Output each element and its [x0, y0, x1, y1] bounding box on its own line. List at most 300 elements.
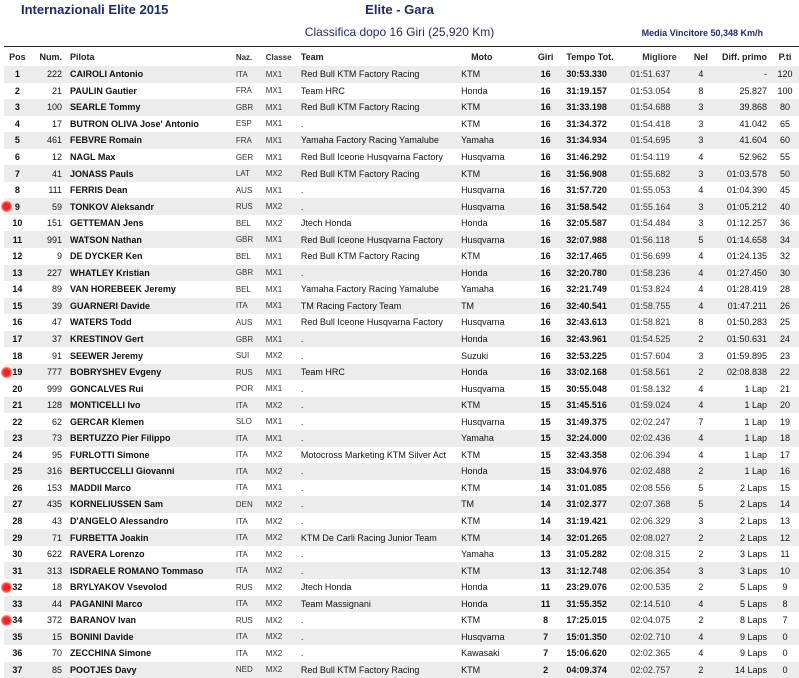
pilot-cell: VAN HOREBEEK Jeremy [70, 281, 236, 298]
col-header-nat: Naz. [235, 52, 253, 62]
highlight-marker [1, 367, 12, 378]
best-time-cell: 01:58.755 [626, 298, 688, 315]
team-cell: . [301, 397, 461, 414]
team-cell: . [301, 182, 461, 199]
points-cell: 55 [771, 149, 799, 166]
number-cell: 43 [31, 513, 70, 530]
best-time-cell: 01:54.418 [626, 116, 688, 133]
points-cell: 13 [771, 513, 799, 530]
number-cell: 128 [31, 397, 70, 414]
best-lap-cell: 4 [689, 596, 714, 613]
gap-cell: 01:05.212 [713, 198, 771, 215]
pilot-cell: FERRIS Dean [70, 182, 236, 199]
class-cell: MX1 [260, 248, 301, 265]
pos-cell: 21 [4, 397, 31, 414]
class-cell: MX1 [260, 480, 301, 497]
moto-cell: Husqvarna [461, 182, 531, 199]
best-time-cell: 02:02.247 [626, 413, 688, 430]
pilot-cell: NAGL Max [70, 149, 236, 166]
best-lap-cell: 4 [689, 629, 714, 646]
points-cell: 0 [771, 629, 799, 646]
points-cell: 10 [771, 562, 799, 579]
gap-cell: 1 Lap [713, 413, 771, 430]
nationality-cell: RUS [236, 579, 260, 596]
nationality-cell: ITA [236, 298, 260, 315]
best-time-cell: 01:54.688 [626, 99, 688, 116]
team-cell: . [301, 198, 461, 215]
best-lap-cell: 5 [689, 496, 714, 513]
team-cell: Red Bull Iceone Husqvarna Factory [301, 231, 461, 248]
best-time-cell: 01:55.164 [626, 198, 688, 215]
best-lap-cell: 3 [689, 347, 714, 364]
class-cell: MX1 [260, 182, 301, 199]
laps-cell: 15 [531, 430, 561, 447]
best-lap-cell: 4 [689, 430, 714, 447]
laps-cell: 7 [531, 645, 561, 662]
table-row [4, 380, 799, 397]
nationality-cell: ITA [236, 596, 260, 613]
points-cell: 80 [771, 99, 799, 116]
team-cell: Motocross Marketing KTM Silver Act [301, 447, 461, 464]
gap-cell: 39.868 [713, 99, 771, 116]
laps-cell: 7 [531, 629, 561, 646]
moto-cell: KTM [461, 66, 531, 83]
moto-cell: Husqvarna [461, 413, 531, 430]
race-title: Elite - Gara [365, 2, 434, 17]
best-time-cell: 01:56.699 [626, 248, 688, 265]
pos-cell: 9 [4, 198, 31, 215]
nationality-cell: ITA [236, 546, 260, 563]
best-lap-cell: 2 [689, 529, 714, 546]
total-time-cell: 30:53.330 [560, 66, 626, 83]
number-cell: 47 [31, 314, 70, 331]
number-cell: 41 [31, 165, 70, 182]
class-cell: MX2 [260, 463, 301, 480]
nationality-cell: RUS [236, 364, 260, 381]
moto-cell: KTM [461, 513, 531, 530]
highlight-marker [1, 582, 12, 593]
pilot-cell: ZECCHINA Simone [70, 645, 236, 662]
table-row [4, 83, 799, 100]
table-header-row [4, 48, 799, 66]
total-time-cell: 32:01.265 [560, 529, 626, 546]
team-cell: . [301, 513, 461, 530]
pos-cell: 22 [4, 413, 31, 430]
nationality-cell: POR [236, 380, 260, 397]
table-row [4, 149, 799, 166]
class-cell: MX1 [260, 149, 301, 166]
best-lap-cell: 2 [689, 662, 714, 678]
pos-cell: 6 [4, 149, 31, 166]
moto-cell: Suzuki [461, 347, 531, 364]
team-cell: TM Racing Factory Team [301, 298, 461, 315]
table-row [4, 198, 799, 215]
team-cell: Red Bull KTM Factory Racing [301, 99, 461, 116]
best-lap-cell: 4 [689, 397, 714, 414]
moto-cell: KTM [461, 447, 531, 464]
nationality-cell: GBR [236, 265, 260, 282]
class-cell: MX2 [260, 579, 301, 596]
pos-cell: 1 [4, 66, 31, 83]
number-cell: 372 [31, 612, 70, 629]
total-time-cell: 32:17.465 [560, 248, 626, 265]
points-cell: 28 [771, 281, 799, 298]
points-cell: 26 [771, 298, 799, 315]
team-cell: Jtech Honda [301, 215, 461, 232]
moto-cell: Husqvarna [461, 380, 531, 397]
number-cell: 85 [31, 662, 70, 678]
pos-cell: 32 [4, 579, 31, 596]
col-header-total-time: Tempo Tot. [566, 52, 614, 62]
best-time-cell: 01:58.132 [626, 380, 688, 397]
total-time-cell: 04:09.374 [560, 662, 626, 678]
points-cell: 19 [771, 413, 799, 430]
best-lap-cell: 2 [689, 612, 714, 629]
pilot-cell: FURBETTA Joakin [70, 529, 236, 546]
class-cell: MX2 [260, 612, 301, 629]
nationality-cell: ITA [236, 463, 260, 480]
points-cell: 9 [771, 579, 799, 596]
class-cell: MX1 [260, 430, 301, 447]
points-cell: 22 [771, 364, 799, 381]
team-cell: Red Bull KTM Factory Racing [301, 662, 461, 678]
pos-cell: 19 [4, 364, 31, 381]
pilot-cell: FEBVRE Romain [70, 132, 236, 149]
best-time-cell: 02:02.436 [626, 430, 688, 447]
pos-cell: 16 [4, 314, 31, 331]
table-row [4, 215, 799, 232]
event-title: Internazionali Elite 2015 [21, 2, 169, 17]
team-cell: Yamaha Factory Racing Yamalube [301, 281, 461, 298]
results-table [4, 48, 799, 678]
best-lap-cell: 4 [689, 182, 714, 199]
points-cell: 0 [771, 662, 799, 678]
gap-cell: 1 Lap [713, 397, 771, 414]
laps-cell: 14 [531, 529, 561, 546]
class-cell: MX2 [260, 596, 301, 613]
gap-cell: 02:08.838 [713, 364, 771, 381]
points-cell: 11 [771, 546, 799, 563]
laps-cell: 16 [531, 66, 561, 83]
moto-cell: Husqvarna [461, 231, 531, 248]
total-time-cell: 32:20.780 [560, 265, 626, 282]
laps-cell: 16 [531, 116, 561, 133]
class-cell: MX2 [260, 629, 301, 646]
moto-cell: Yamaha [461, 132, 531, 149]
pilot-cell: ISDRAELE ROMANO Tommaso [70, 562, 236, 579]
number-cell: 991 [31, 231, 70, 248]
number-cell: 44 [31, 596, 70, 613]
moto-cell: Honda [461, 83, 531, 100]
laps-cell: 16 [531, 364, 561, 381]
total-time-cell: 32:40.541 [560, 298, 626, 315]
number-cell: 111 [31, 182, 70, 199]
team-cell: . [301, 562, 461, 579]
team-cell: . [301, 629, 461, 646]
laps-cell: 16 [531, 281, 561, 298]
moto-cell: Yamaha [461, 430, 531, 447]
team-cell: Team HRC [301, 83, 461, 100]
pilot-cell: BERTUZZO Pier Filippo [70, 430, 236, 447]
total-time-cell: 31:34.934 [560, 132, 626, 149]
pilot-cell: WATSON Nathan [70, 231, 236, 248]
nationality-cell: RUS [236, 198, 260, 215]
class-cell: MX1 [260, 298, 301, 315]
moto-cell: KTM [461, 116, 531, 133]
moto-cell: KTM [461, 612, 531, 629]
laps-cell: 16 [531, 215, 561, 232]
col-header-pos: Pos [9, 52, 26, 62]
moto-cell: TM [461, 496, 531, 513]
points-cell: 23 [771, 347, 799, 364]
number-cell: 15 [31, 629, 70, 646]
total-time-cell: 15:06.620 [560, 645, 626, 662]
laps-cell: 16 [531, 331, 561, 348]
class-cell: MX2 [260, 662, 301, 678]
laps-cell: 16 [531, 248, 561, 265]
class-cell: MX2 [260, 447, 301, 464]
col-header-pilot: Pilota [70, 52, 95, 62]
best-time-cell: 01:54.484 [626, 215, 688, 232]
table-row [4, 513, 799, 530]
gap-cell: 2 Laps [713, 513, 771, 530]
total-time-cell: 31:12.748 [560, 562, 626, 579]
team-cell: . [301, 430, 461, 447]
total-time-cell: 33:04.976 [560, 463, 626, 480]
points-cell: 12 [771, 529, 799, 546]
best-time-cell: 02:07.368 [626, 496, 688, 513]
table-row [4, 364, 799, 381]
highlight-marker [1, 201, 12, 212]
team-cell: Jtech Honda [301, 579, 461, 596]
class-cell: MX1 [260, 265, 301, 282]
pilot-cell: BONINI Davide [70, 629, 236, 646]
pilot-cell: BUTRON OLIVA Jose' Antonio [70, 116, 236, 133]
pilot-cell: WHATLEY Kristian [70, 265, 236, 282]
gap-cell: 01:27.450 [713, 265, 771, 282]
moto-cell: KTM [461, 248, 531, 265]
points-cell: 45 [771, 182, 799, 199]
pilot-cell: BARANOV Ivan [70, 612, 236, 629]
best-time-cell: 02:02.757 [626, 662, 688, 678]
best-lap-cell: 2 [689, 364, 714, 381]
best-lap-cell: 4 [689, 447, 714, 464]
table-row [4, 281, 799, 298]
class-cell: MX2 [260, 165, 301, 182]
total-time-cell: 32:21.749 [560, 281, 626, 298]
col-header-num: Num. [39, 52, 63, 62]
nationality-cell: ESP [236, 116, 260, 133]
table-row [4, 397, 799, 414]
pilot-cell: POOTJES Davy [70, 662, 236, 678]
total-time-cell: 31:58.542 [560, 198, 626, 215]
best-time-cell: 02:08.027 [626, 529, 688, 546]
best-time-cell: 02:04.075 [626, 612, 688, 629]
table-row [4, 132, 799, 149]
col-header-team: Team [300, 52, 324, 62]
class-cell: MX2 [260, 546, 301, 563]
number-cell: 227 [31, 265, 70, 282]
gap-cell: 01:47.211 [713, 298, 771, 315]
best-time-cell: 01:51.637 [626, 66, 688, 83]
gap-cell: 52.962 [713, 149, 771, 166]
moto-cell: Honda [461, 215, 531, 232]
laps-cell: 16 [531, 347, 561, 364]
pilot-cell: GETTEMAN Jens [70, 215, 236, 232]
points-cell: 120 [771, 66, 799, 83]
class-cell: MX1 [260, 281, 301, 298]
points-cell: 65 [771, 116, 799, 133]
table-row [4, 265, 799, 282]
pos-cell: 2 [4, 83, 31, 100]
nationality-cell: GBR [236, 99, 260, 116]
number-cell: 622 [31, 546, 70, 563]
best-lap-cell: 4 [689, 281, 714, 298]
pilot-cell: WATERS Todd [70, 314, 236, 331]
best-lap-cell: 3 [689, 132, 714, 149]
points-cell: 24 [771, 331, 799, 348]
nationality-cell: ITA [236, 447, 260, 464]
moto-cell: Yamaha [461, 281, 531, 298]
total-time-cell: 32:43.961 [560, 331, 626, 348]
gap-cell: 2 Laps [713, 529, 771, 546]
best-lap-cell: 5 [689, 231, 714, 248]
pilot-cell: DE DYCKER Ken [70, 248, 236, 265]
pilot-cell: PAGANINI Marco [70, 596, 236, 613]
team-cell: . [301, 347, 461, 364]
best-time-cell: 01:54.695 [626, 132, 688, 149]
laps-cell: 16 [531, 99, 561, 116]
class-cell: MX2 [260, 215, 301, 232]
number-cell: 62 [31, 413, 70, 430]
total-time-cell: 31:19.157 [560, 83, 626, 100]
gap-cell: 01:03.578 [713, 165, 771, 182]
team-cell: Red Bull KTM Factory Racing [301, 248, 461, 265]
class-cell: MX2 [260, 347, 301, 364]
best-lap-cell: 4 [689, 380, 714, 397]
nationality-cell: ITA [236, 513, 260, 530]
moto-cell: Honda [461, 579, 531, 596]
table-row [4, 99, 799, 116]
table-row [4, 298, 799, 315]
pos-cell: 37 [4, 662, 31, 678]
pos-cell: 18 [4, 347, 31, 364]
laps-cell: 15 [531, 463, 561, 480]
team-cell: . [301, 463, 461, 480]
moto-cell: KTM [461, 529, 531, 546]
laps-cell: 15 [531, 413, 561, 430]
pos-cell: 5 [4, 132, 31, 149]
laps-cell: 14 [531, 480, 561, 497]
laps-cell: 13 [531, 562, 561, 579]
laps-cell: 16 [531, 265, 561, 282]
pos-cell: 35 [4, 629, 31, 646]
table-row [4, 529, 799, 546]
table-row [4, 662, 799, 678]
points-cell: 100 [771, 83, 799, 100]
table-row [4, 66, 799, 83]
gap-cell: 01:59.895 [713, 347, 771, 364]
best-time-cell: 02:08.315 [626, 546, 688, 563]
moto-cell: KTM [461, 562, 531, 579]
number-cell: 435 [31, 496, 70, 513]
moto-cell: Yamaha [461, 546, 531, 563]
best-lap-cell: 4 [689, 298, 714, 315]
class-cell: MX1 [260, 314, 301, 331]
pilot-cell: GERCAR Klemen [70, 413, 236, 430]
nationality-cell: GER [236, 149, 260, 166]
total-time-cell: 31:01.085 [560, 480, 626, 497]
class-cell: MX1 [260, 380, 301, 397]
laps-cell: 16 [531, 165, 561, 182]
gap-cell: 01:28.419 [713, 281, 771, 298]
team-cell: Red Bull Iceone Husqvarna Factory [301, 149, 461, 166]
points-cell: 8 [771, 596, 799, 613]
team-cell: . [301, 480, 461, 497]
best-lap-cell: 2 [689, 331, 714, 348]
gap-cell: 2 Laps [713, 480, 771, 497]
team-cell: . [301, 413, 461, 430]
best-time-cell: 01:55.682 [626, 165, 688, 182]
points-cell: 17 [771, 447, 799, 464]
pos-cell: 10 [4, 215, 31, 232]
class-cell: MX1 [260, 83, 301, 100]
gap-cell: 01:12.257 [713, 215, 771, 232]
pos-cell: 24 [4, 447, 31, 464]
team-cell: . [301, 116, 461, 133]
col-header-moto: Moto [471, 52, 493, 62]
best-time-cell: 01:57.604 [626, 347, 688, 364]
class-cell: MX2 [260, 529, 301, 546]
moto-cell: TM [461, 298, 531, 315]
class-cell: MX1 [260, 132, 301, 149]
pos-cell: 17 [4, 331, 31, 348]
moto-cell: KTM [461, 662, 531, 678]
pos-cell: 30 [4, 546, 31, 563]
moto-cell: Honda [461, 331, 531, 348]
gap-cell: 2 Laps [713, 496, 771, 513]
total-time-cell: 31:19.421 [560, 513, 626, 530]
best-time-cell: 01:55.053 [626, 182, 688, 199]
class-cell: MX1 [260, 116, 301, 133]
nationality-cell: GBR [236, 331, 260, 348]
team-cell: . [301, 612, 461, 629]
moto-cell: Husqvarna [461, 629, 531, 646]
laps-cell: 15 [531, 447, 561, 464]
class-cell: MX2 [260, 513, 301, 530]
team-cell: Red Bull Iceone Husqvarna Factory [301, 314, 461, 331]
number-cell: 222 [31, 66, 70, 83]
team-cell: . [301, 265, 461, 282]
table-row [4, 231, 799, 248]
best-lap-cell: 3 [689, 513, 714, 530]
best-lap-cell: 4 [689, 149, 714, 166]
number-cell: 73 [31, 430, 70, 447]
pilot-cell: MADDII Marco [70, 480, 236, 497]
nationality-cell: BEL [236, 248, 260, 265]
pilot-cell: TONKOV Aleksandr [70, 198, 236, 215]
total-time-cell: 33:02.168 [560, 364, 626, 381]
nationality-cell: ITA [236, 645, 260, 662]
best-lap-cell: 4 [689, 248, 714, 265]
points-cell: 30 [771, 265, 799, 282]
gap-cell: 01:04.390 [713, 182, 771, 199]
table-row [4, 612, 799, 629]
number-cell: 39 [31, 298, 70, 315]
laps-cell: 8 [531, 612, 561, 629]
pilot-cell: GONCALVES Rui [70, 380, 236, 397]
pos-cell: 12 [4, 248, 31, 265]
